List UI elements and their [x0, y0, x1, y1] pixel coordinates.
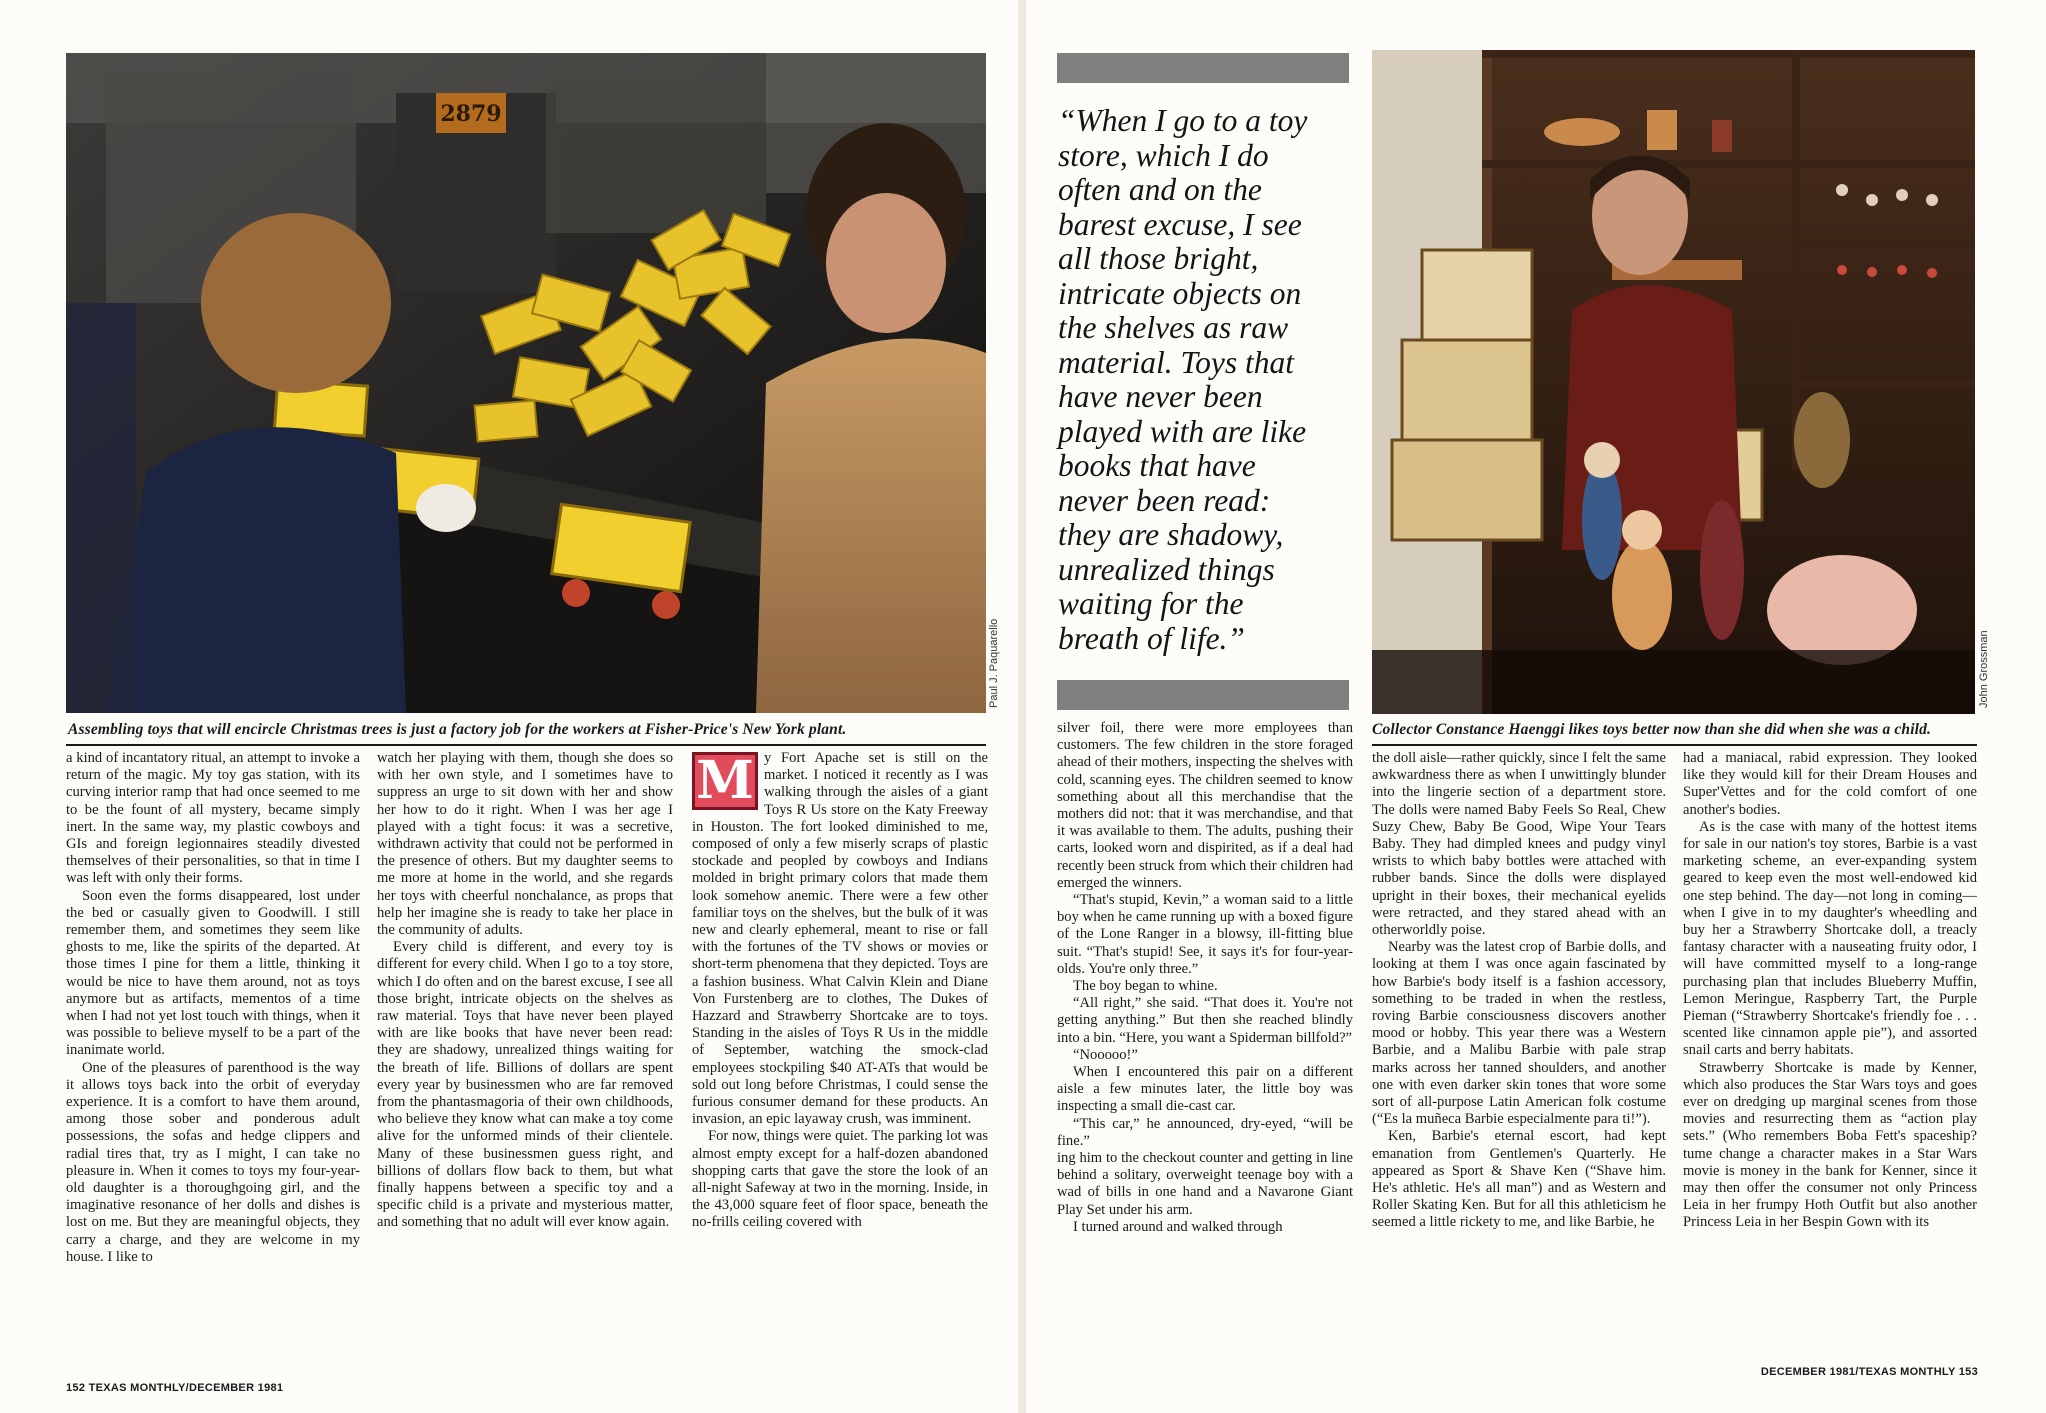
right-caption-rule: [1372, 744, 1977, 746]
drop-cap: M: [692, 752, 758, 810]
body-column-1: a kind of incantatory ritual, an attempt to invoke a return of the magic. My toy gas station, with its curving interior ramp that had once seemed to me to be the fount of all mystery, became simply inert. In the same way, my plastic cowboys and GIs and foreign legionnaires steadily divested themselves of their personalities, so that in time I was left with only their forms. Soon even the forms disappeared, lost under the bed or casually given to Goodwill. I still remember them, and sometimes they seem like ghosts to me, like the spirits of the departed. At those times I pine for them a little, thinking it would be nice to have them around, not as toys anymore but as artifacts, mementos of a time when I had not yet lost touch with things, when it was possible to believe myself to be a part of the inanimate world. One of the pleasures of parenthood is the way it allows toys back into the orbit of everyday experience. It is a comfort to have them around, among those sober and ponderous adult possessions, the sofas and hedge clippers and radial tires that, try as I might, I can take no pleasure in. When it comes to toys my four-year-old daughter is a thoroughgoing girl, and the imaginative resonance of her dolls and dishes is lost on me. But they are meaningful objects, they carry a charge, and they are welcome in my house. I like to: [66, 750, 360, 1265]
body-column-2: watch her playing with them, though she does so with her own style, and I sometimes have to suppress an urge to sit down with her and show her how to do it right. When I was her age I played with a tight focus: it was a secretive, withdrawn activity that could not be performed in the presence of others. But my daughter seems to me more at home in the world, and she regards her toys with cheerful nonchalance, as props that help her imagine she is ready to take her place in the community of adults. Every child is different, and every toy is different for every child. When I go to a toy store, which I do often and on the barest excuse, I see all those bright, intricate objects on the shelves as raw material. Toys that have never been played with are like books that have never been read: they are shadowy, unrealized things waiting for the breath of life. Billions of dollars are spent every year by businessmen who are far removed from the phantasmagoria of their own childhoods, who believe they know what can make a toy come alive for the unformed minds of their clientele. Many of these businessmen guess right, and billions of dollars flow back to them, but what finally happens between a specific toy and a specific child is a private and mysterious matter, and something that no adult will ever know again.: [377, 750, 673, 1231]
worker-right-dress: [756, 338, 986, 713]
body-column-6: had a maniacal, rabid expression. They looked like they would kill for their Dream Houses and Super'Vettes and for the cold comfort of one another's bodies. As is the case with many of the hottest items for sale in our nation's toy stores, Barbie is a vast marketing scheme, an ever-expanding system geared to keep even the most well-endowed kid one step behind. The day—not long in coming—when I give in to my daughter's wheedling and buy her a Strawberry Shortcake doll, a treacly fantasy character with a nauseating fruity odor, I will have committed myself to a long-range purchasing plan that includes Blueberry Muffin, Lemon Meringue, Raspberry Tart, the Purple Pieman (“Strawberry Shortcake's friendly foe . . . scented like cinnamon apple pie”), and assorted snail carts and berry habitats. Strawberry Shortcake is made by Kenner, which also produces the Star Wars toys and goes ever on dredging up marginal scenes from those movies and resurrecting them as “action play sets.” (Who remembers Boba Fett's spaceship? tume change a character makes in a Star Wars movie is money in the bank for Kenner, since it may then offer the consumer not only Princess Leia in her frumpy Hoth Outfit but also another Princess Leia in her Bespin Gown with its: [1683, 750, 1977, 1231]
factory-photo: [66, 53, 986, 713]
body-column-5: the doll aisle—rather quickly, since I felt the same awkwardness there as when I unwittingly blunder into the lingerie section of a department store. The dolls were named Baby Feels So Real, Chew Suzy Chew, Baby Be Good, Wipe Your Tears Baby. They had dimpled knees and pudgy vinyl wrists to which baby bottles were attached with rubber bands. Since the dolls were displayed upright in their boxes, their mechanical eyelids were retracted, and they stared ahead with an otherworldly poise. Nearby was the latest crop of Barbie dolls, and looking at them I was once again fascinated by how Barbie's body itself is a fashion accessory, something to be traded in when the restless, roving Barbie consciousness discovers another mood or hobby. This year there was a Western Barbie, and a Malibu Barbie with pale strap marks across her tanned shoulders, and another one with even darker skin tones that wore some sort of all-purpose Latin American folk costume (“Es la muñeca Barbie especialmente para ti!”). Ken, Barbie's eternal escort, had kept emanation from Gentlemen's Quarterly. He appeared as Sport & Shave Ken (“Shave him. He's athletic. He's all man”) and as Western and Roller Skating Ken. But for all this athleticism he seemed a little rickety to me, and like Barbie, he: [1372, 750, 1666, 1231]
worker-left-hair: [201, 213, 391, 393]
pull-quote: “When I go to a toy store, which I do often and on the barest excuse, I see all those bright, intricate objects on the shelves as raw material. Toys that have never been played with are like books that have never been read: they are shadowy, unrealized things waiting for the breath of life.”: [1058, 103, 1308, 656]
left-folio: 152 TEXAS MONTHLY/DECEMBER 1981: [66, 1382, 284, 1394]
collector-photo-art: [1372, 50, 1975, 714]
body-column-3: M y Fort Apache set is still on the market. I noticed it recently as I was walking through the aisles of a giant Toys R Us store on the Katy Freeway in Houston. The fort looked diminished to me, composed of only a few miserly scraps of plastic stockade and peopled by cowboys and Indians molded in bright primary colors that made them look somehow anemic. There were a few other familiar toys on the shelves, but the bulk of it was new and clearly ephemeral, meant to rise or fall with the fortunes of the TV shows or movies or short-term phenomena that they depicted. Toys are a fashion business. What Calvin Klein and Diane Von Furstenberg are to clothes, The Dukes of Hazzard and Strawberry Shortcake are to toys. Standing in the aisles of Toys R Us in the middle of September, watching the smock-clad employees stockpiling $40 AT-ATs that would be sold out long before Christmas, I could sense the furious consumer demand for these products. An invasion, an epic layaway crush, was imminent. For now, things were quiet. The parking lot was almost empty except for a half-dozen abandoned shopping carts that gave the store the look of an all-night Safeway at two in the morning. Inside, in the 43,000 square feet of floor space, beneath the no-frills ceiling covered with: [692, 750, 988, 1231]
pullquote-bottom-bar: [1057, 680, 1349, 710]
body-column-4: silver foil, there were more employees than customers. The few children in the store foraged ahead of their mothers, inspecting the shelves with cold, scanning eyes. The children seemed to know something about all this merchandise that the mothers did not: that it was merchandise, and that it was available to them. The adults, pushing their carts, looked worn and dispirited, as if a deal had recently been struck from which their children had emerged the winners. “That's stupid, Kevin,” a woman said to a little boy when he came running up with a boxed figure of the Lone Ranger in a blowsy, ill-fitting blue suit. “That's stupid! See, it says it's for four-year-olds. You're only three.” The boy began to whine. “All right,” she said. “That does it. You're not getting anything.” But then she reached blindly into a bin. “Here, you want a Spiderman billfold?” “Nooooo!” When I encountered this pair on a different aisle a few minutes later, the little boy was inspecting a small die-cast car. “This car,” he announced, dry-eyed, “will be fine.” ing him to the checkout counter and getting in line behind a solitary, overweight teenage boy with a wad of bills in one hand and a Navarone Giant Play Set under his arm. I turned around and walked through: [1057, 720, 1353, 1235]
right-photo-credit: John Grossman: [1978, 630, 1990, 708]
left-photo-caption: Assembling toys that will encircle Christmas trees is just a factory job for the workers at Fisher-Price's New York plant.: [68, 721, 847, 738]
worker-left-body: [106, 427, 406, 713]
right-photo-caption: Collector Constance Haenggi likes toys better now than she did when she was a child.: [1372, 721, 1932, 738]
machine-number: 2879: [440, 101, 502, 127]
spine-gutter: [1018, 0, 1026, 1413]
pullquote-top-bar: [1057, 53, 1349, 83]
left-photo-credit: Paul J. Paquarello: [988, 618, 1000, 708]
right-folio: DECEMBER 1981/TEXAS MONTHLY 153: [1760, 1366, 1978, 1378]
factory-photo-art: [66, 53, 986, 713]
collector-photo: [1372, 50, 1975, 714]
left-caption-rule: [66, 744, 986, 746]
